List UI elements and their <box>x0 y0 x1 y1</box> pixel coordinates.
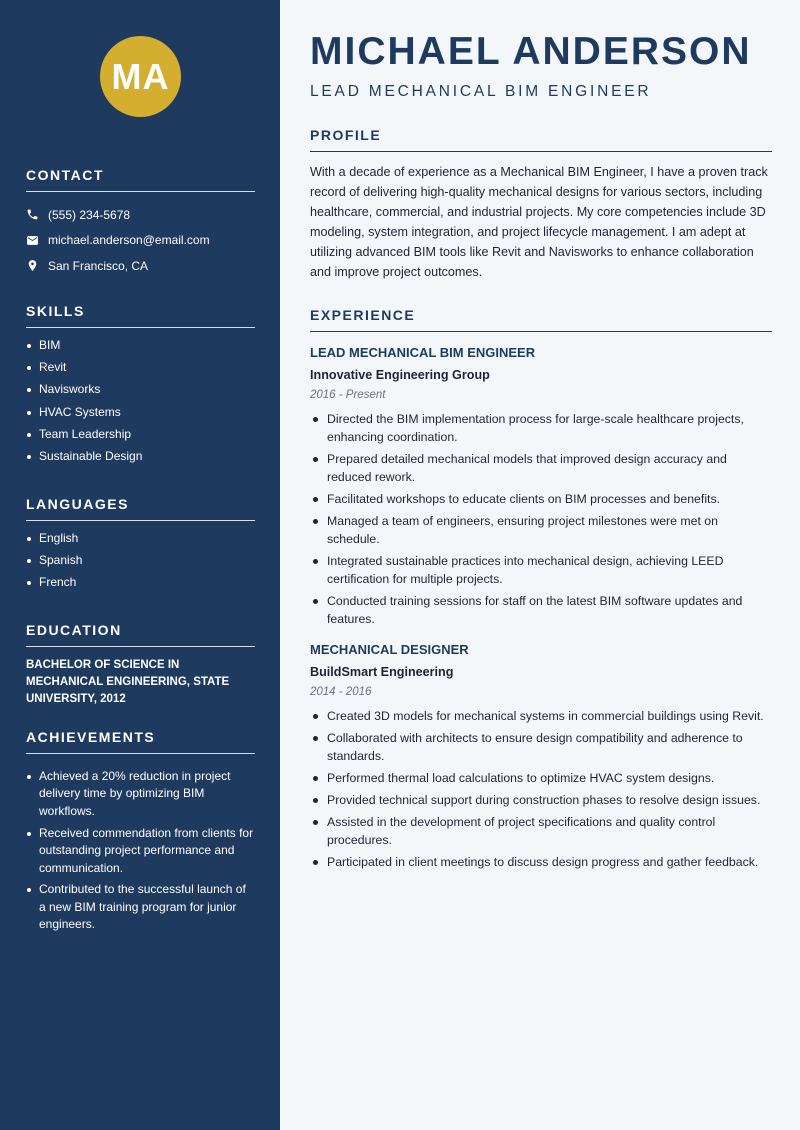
job-bullet: Prepared detailed mechanical models that improved design accuracy and reduced rework. <box>310 450 772 486</box>
job-bullet: Facilitated workshops to educate clients on BIM processes and benefits. <box>310 490 772 508</box>
candidate-name: MICHAEL ANDERSON <box>310 30 752 73</box>
job-bullet: Assisted in the development of project specifications and quality control procedures. <box>310 813 772 849</box>
job-entry <box>310 642 772 871</box>
profile-text: With a decade of experience as a Mechanical BIM Engineer, I have a proven track record of delivering high-quality mechanical designs for various sectors, including healthcare, commercial, and industrial projects. My core competencies include 3D modeling, system integration, and project lifecycle management. I am adept at utilizing advanced BIM tools like Revit and Navisworks to enhance collaboration and improve project outcomes. <box>310 165 768 279</box>
achievement-item: Contributed to the successful launch of a new BIM training program for junior engineers. <box>26 881 255 933</box>
sidebar <box>0 0 280 1130</box>
achievements-list <box>26 768 255 934</box>
location-pin-icon <box>26 259 39 272</box>
contact-phone-text: (555) 234-5678 <box>48 207 131 222</box>
contact-email[interactable] <box>26 228 255 254</box>
job-bullet: Managed a team of engineers, ensuring project milestones were met on schedule. <box>310 512 772 548</box>
profile-heading: PROFILE <box>310 127 772 152</box>
achievements-section <box>26 729 255 938</box>
job-dates: 2014 - 2016 <box>310 686 372 698</box>
job-title: LEAD MECHANICAL BIM ENGINEER <box>310 345 536 360</box>
job-dates: 2016 - Present <box>310 389 386 401</box>
contact-section <box>26 167 255 279</box>
experience-heading: EXPERIENCE <box>310 307 772 332</box>
avatar-initials: MA <box>100 36 181 117</box>
skills-heading: SKILLS <box>26 303 255 328</box>
job-bullet: Created 3D models for mechanical systems in commercial buildings using Revit. <box>310 707 772 725</box>
skill-item: Sustainable Design <box>26 449 255 464</box>
mail-icon <box>26 234 39 247</box>
contact-email-text: michael.anderson@email.com <box>48 233 210 248</box>
language-item: Spanish <box>26 553 255 568</box>
skills-section <box>26 303 255 471</box>
education-heading: EDUCATION <box>26 622 255 647</box>
job-title: MECHANICAL DESIGNER <box>310 642 469 657</box>
experience-section <box>310 307 772 885</box>
job-company: BuildSmart Engineering <box>310 665 454 679</box>
job-bullet: Provided technical support during construction phases to resolve design issues. <box>310 791 772 809</box>
skill-item: Navisworks <box>26 382 255 397</box>
languages-heading: LANGUAGES <box>26 496 255 521</box>
education-degree: BACHELOR OF SCIENCE IN MECHANICAL ENGINEERING, STATE UNIVERSITY, 2012 <box>26 659 230 705</box>
job-entry <box>310 345 772 628</box>
job-bullet: Participated in client meetings to discuss design progress and gather feedback. <box>310 853 772 871</box>
languages-list <box>26 531 255 590</box>
job-bullets <box>310 707 772 871</box>
achievement-item: Received commendation from clients for outstanding project performance and communication. <box>26 825 255 877</box>
job-bullet: Performed thermal load calculations to optimize HVAC system designs. <box>310 769 772 787</box>
language-item: English <box>26 531 255 546</box>
education-section <box>26 622 255 708</box>
contact-heading: CONTACT <box>26 167 255 192</box>
contact-location <box>26 253 255 279</box>
languages-section <box>26 496 255 598</box>
job-company: Innovative Engineering Group <box>310 368 490 382</box>
phone-icon <box>26 208 39 221</box>
contact-location-text: San Francisco, CA <box>48 258 149 273</box>
job-bullet: Conducted training sessions for staff on the latest BIM software updates and features. <box>310 592 772 628</box>
contact-phone[interactable] <box>26 202 255 228</box>
skill-item: Revit <box>26 360 255 375</box>
profile-section <box>310 127 772 282</box>
language-item: French <box>26 575 255 590</box>
skill-item: Team Leadership <box>26 427 255 442</box>
skills-list <box>26 338 255 464</box>
job-bullet: Directed the BIM implementation process for large-scale healthcare projects, enhancing coordination. <box>310 410 772 446</box>
job-bullet: Collaborated with architects to ensure design compatibility and adherence to standards. <box>310 729 772 765</box>
job-bullets <box>310 410 772 628</box>
job-bullet: Integrated sustainable practices into mechanical design, achieving LEED certification for multiple projects. <box>310 552 772 588</box>
skill-item: BIM <box>26 338 255 353</box>
candidate-role: LEAD MECHANICAL BIM ENGINEER <box>310 83 652 100</box>
achievement-item: Achieved a 20% reduction in project delivery time by optimizing BIM workflows. <box>26 768 255 820</box>
achievements-heading: ACHIEVEMENTS <box>26 729 255 754</box>
skill-item: HVAC Systems <box>26 405 255 420</box>
